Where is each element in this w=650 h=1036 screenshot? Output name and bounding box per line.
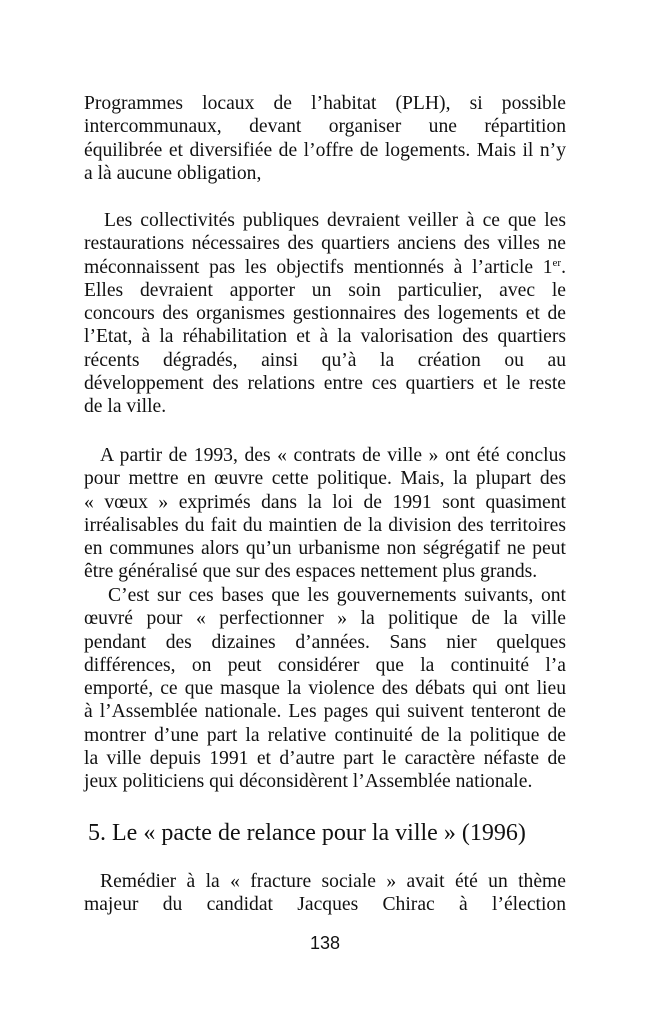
paragraph-5 [84, 870, 566, 917]
paragraph-3 [84, 444, 566, 584]
text-line-with-superscript [84, 256, 566, 279]
text-line: Programmes locaux de l’habitat (PLH), si possible [84, 93, 566, 114]
superscript: er [552, 256, 562, 269]
text-line: équilibrée et diversifiée de l’offre de logements. Mais il n’y [84, 139, 566, 161]
text-line: être généralisé que sur des espaces nettement plus grands. [84, 561, 538, 583]
text-line: œuvré pour « perfectionner » la politique de la ville [84, 608, 566, 630]
text-line: montrer d’une part la relative continuité de la politique de [84, 724, 566, 746]
text-line: C’est sur ces bases que les gouvernements suivants, ont [108, 585, 566, 606]
text-line: Les collectivités publiques devraient veiller à ce que les [104, 210, 566, 231]
text-line: récents dégradés, ainsi qu’à la création ou au [84, 349, 566, 371]
text-line: à l’Assemblée nationale. Les pages qui suivent tenteront de [84, 701, 566, 723]
text-line: Remédier à la « fracture sociale » avait été un thème [100, 871, 566, 892]
paragraph-1 [84, 92, 566, 185]
text-line: restaurations nécessaires des quartiers anciens des villes ne [84, 233, 566, 255]
paragraph-2 [84, 209, 566, 419]
text-line-tail: . [561, 256, 566, 278]
text-line: en communes alors qu’un urbanisme non ségrégatif ne peut [84, 538, 566, 560]
section-heading: 5. Le « pacte de relance pour la ville » (1996) [88, 820, 526, 846]
text-line: la ville depuis 1991 et d’autre part le caractère néfaste de [84, 748, 566, 770]
text-line: Elles devraient apporter un soin particulier, avec le [84, 279, 566, 301]
text-line: pour mettre en œuvre cette politique. Mais, la plupart des [84, 468, 566, 490]
text-line: l’Etat, à la réhabilitation et à la valorisation des quartiers [84, 326, 566, 348]
text-line: A partir de 1993, des « contrats de ville » ont été conclus [100, 445, 566, 466]
text-line: emporté, ce que masque la violence des débats qui ont lieu [84, 678, 566, 700]
page-number: 138 [309, 933, 341, 953]
text-line-main: méconnaissent pas les objectifs mentionnés à l’article 1 [84, 256, 553, 278]
text-line: jeux politiciens qui déconsidèrent l’Assemblée nationale. [84, 771, 533, 793]
text-line: développement des relations entre ces quartiers et le reste [84, 373, 566, 395]
text-line: majeur du candidat Jacques Chirac à l’élection [84, 894, 566, 916]
text-line: de la ville. [84, 396, 167, 418]
text-line: irréalisables du fait du maintien de la division des territoires [84, 514, 566, 536]
text-line: a là aucune obligation, [84, 162, 262, 184]
text-line: pendant des dizaines d’années. Sans nier quelques [84, 631, 566, 653]
text-line: intercommunaux, devant organiser une répartition [84, 116, 566, 138]
text-line: différences, on peut considérer que la continuité l’a [84, 654, 566, 676]
text-line: concours des organismes gestionnaires des logements et de [84, 303, 566, 325]
text-line: « vœux » exprimés dans la loi de 1991 sont quasiment [84, 491, 566, 513]
paragraph-4 [84, 584, 566, 794]
